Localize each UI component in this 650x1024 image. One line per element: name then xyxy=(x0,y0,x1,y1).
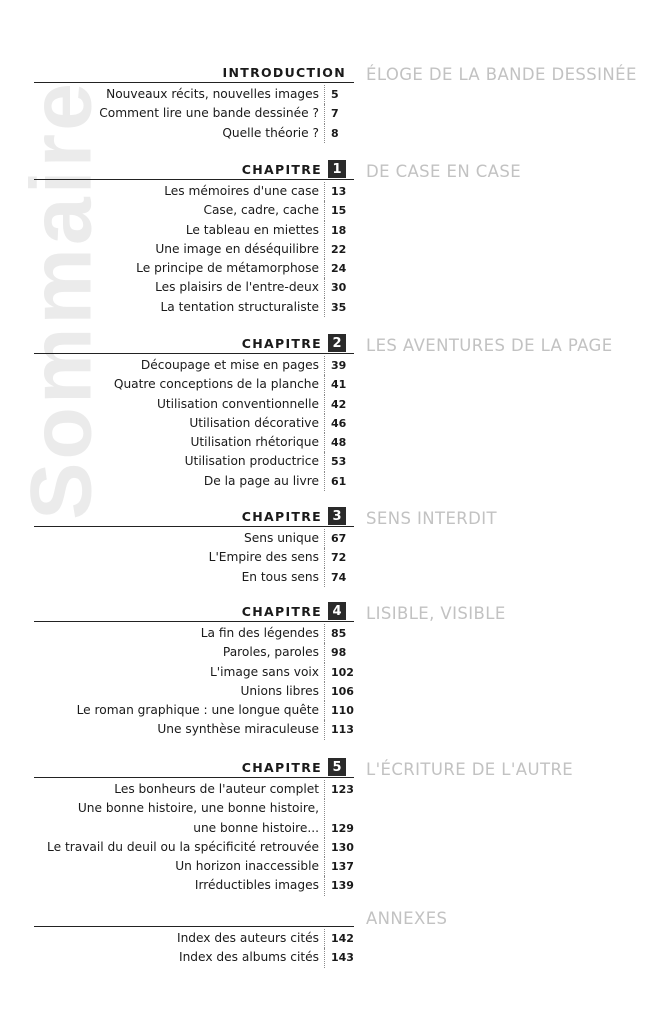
section-label-text: CHAPITRE xyxy=(241,508,322,524)
chapter-number-badge: 5 xyxy=(328,758,346,776)
entry-title-line: Le roman graphique : une longue quête xyxy=(76,703,319,718)
section-rule xyxy=(34,926,354,927)
entry-page-number: 22 xyxy=(324,240,346,259)
toc-entry[interactable] xyxy=(0,663,650,682)
entry-page-number: 61 xyxy=(324,472,346,491)
entry-title-line: Quelle théorie ? xyxy=(222,125,319,140)
entry-title-line: Le travail du deuil ou la spécificité retrouvée xyxy=(47,839,319,854)
entry-title-line: Utilisation rhétorique xyxy=(190,435,319,450)
toc-entry[interactable] xyxy=(0,201,650,220)
entry-page-number: 98 xyxy=(324,643,346,662)
entry-title xyxy=(0,701,324,720)
chapter-number-badge: 3 xyxy=(328,507,346,525)
toc-section xyxy=(0,757,650,896)
toc-entry[interactable] xyxy=(0,182,650,201)
section-title: ÉLOGE DE LA BANDE DESSINÉE xyxy=(366,64,637,84)
section-title: LISIBLE, VISIBLE xyxy=(366,603,506,623)
entry-title-line: Nouveaux récits, nouvelles images xyxy=(106,87,319,101)
entry-title-line: La fin des légendes xyxy=(200,626,319,640)
entry-title-line: Utilisation décorative xyxy=(189,415,319,430)
toc-entry[interactable] xyxy=(0,472,650,491)
entry-title xyxy=(0,948,324,967)
entry-title xyxy=(0,780,324,799)
section-title: SENS INTERDIT xyxy=(366,508,497,528)
entry-page-number: 18 xyxy=(324,221,346,240)
toc-entry[interactable] xyxy=(0,375,650,394)
entry-title xyxy=(0,201,324,220)
section-title: ANNEXES xyxy=(366,908,448,928)
entry-page-number: 15 xyxy=(324,201,346,220)
entry-title xyxy=(0,259,324,278)
toc-entry[interactable] xyxy=(0,720,650,739)
entry-title xyxy=(0,929,324,948)
section-label-text: CHAPITRE xyxy=(241,603,322,619)
section-header xyxy=(0,333,650,353)
entry-title-line: Le tableau en miettes xyxy=(185,222,319,237)
toc-entry[interactable] xyxy=(0,876,650,895)
entry-list xyxy=(0,182,650,317)
entry-title-line: Une bonne histoire, une bonne histoire, xyxy=(77,801,319,816)
section-label-text: CHAPITRE xyxy=(241,759,322,775)
toc-entry[interactable] xyxy=(0,548,650,567)
entry-title-line: Quatre conceptions de la planche xyxy=(113,377,319,392)
entry-title-line: Les mémoires d'une case xyxy=(164,184,319,198)
entry-title xyxy=(0,529,324,548)
entry-title xyxy=(0,720,324,739)
entry-title xyxy=(0,182,324,201)
toc-entry[interactable] xyxy=(0,104,650,123)
entry-page-number: 130 xyxy=(324,838,354,857)
entry-title-line: En tous sens xyxy=(241,569,319,584)
entry-page-number: 46 xyxy=(324,414,346,433)
entry-title-line: Utilisation productrice xyxy=(184,454,319,469)
entry-title xyxy=(0,356,324,375)
toc-section xyxy=(0,62,650,143)
entry-list xyxy=(0,780,650,896)
entry-page-number: 41 xyxy=(324,375,346,394)
section-label xyxy=(223,62,346,82)
entry-title-line: Paroles, paroles xyxy=(222,645,319,660)
section-rule xyxy=(34,82,354,83)
entry-page-number: 72 xyxy=(324,548,346,567)
toc-entry[interactable] xyxy=(0,298,650,317)
entry-page-number: 142 xyxy=(324,929,354,948)
toc-entry[interactable] xyxy=(0,452,650,471)
toc-entry[interactable] xyxy=(0,433,650,452)
entry-title xyxy=(0,624,324,643)
entry-title xyxy=(0,298,324,317)
entry-page-number: 5 xyxy=(324,85,339,104)
entry-title-line: L'Empire des sens xyxy=(208,550,319,565)
entry-title xyxy=(0,452,324,471)
entry-page-number: 74 xyxy=(324,568,346,587)
section-header xyxy=(0,62,650,82)
entry-page-number: 110 xyxy=(324,701,354,720)
section-rule xyxy=(34,777,354,778)
entry-title-line: Utilisation conventionnelle xyxy=(156,396,319,411)
section-label-text: CHAPITRE xyxy=(241,161,322,177)
entry-title xyxy=(0,85,324,104)
toc-entry[interactable] xyxy=(0,624,650,643)
entry-title-line: Un horizon inaccessible xyxy=(175,859,319,874)
entry-page-number: 7 xyxy=(324,104,339,123)
section-label xyxy=(242,757,346,777)
entry-list xyxy=(0,85,650,143)
entry-title-line: L'image sans voix xyxy=(209,664,319,679)
section-header xyxy=(0,757,650,777)
entry-page-number: 139 xyxy=(324,876,354,895)
entry-page-number: 53 xyxy=(324,452,346,471)
entry-page-number: 30 xyxy=(324,278,346,297)
toc-entry[interactable] xyxy=(0,799,650,838)
entry-title-line: Sens unique xyxy=(244,531,319,545)
entry-title-line: Les plaisirs de l'entre-deux xyxy=(155,280,319,295)
toc-entry[interactable] xyxy=(0,780,650,799)
entry-page-number: 42 xyxy=(324,395,346,414)
toc-entry[interactable] xyxy=(0,701,650,720)
entry-page-number: 8 xyxy=(324,124,339,143)
entry-page-number: 137 xyxy=(324,857,354,876)
toc-entry[interactable] xyxy=(0,643,650,662)
toc-entry[interactable] xyxy=(0,682,650,701)
entry-title xyxy=(0,663,324,682)
section-rule xyxy=(34,353,354,354)
section-header xyxy=(0,906,650,926)
toc-entry[interactable] xyxy=(0,124,650,143)
toc-section xyxy=(0,506,650,587)
entry-title xyxy=(0,375,324,394)
section-header xyxy=(0,601,650,621)
toc-section xyxy=(0,906,650,968)
entry-title-line: Une synthèse miraculeuse xyxy=(157,722,319,737)
section-label-text: INTRODUCTION xyxy=(222,64,346,80)
entry-title xyxy=(0,857,324,876)
entry-page-number: 113 xyxy=(324,720,354,739)
entry-title-line: La tentation structuraliste xyxy=(160,299,319,314)
chapter-number-badge: 2 xyxy=(328,334,346,352)
entry-title xyxy=(0,278,324,297)
entry-title xyxy=(0,240,324,259)
entry-page-number: 129 xyxy=(324,799,354,838)
entry-title xyxy=(0,221,324,240)
section-rule xyxy=(34,179,354,180)
toc-entry[interactable] xyxy=(0,221,650,240)
toc-entry[interactable] xyxy=(0,356,650,375)
section-header xyxy=(0,506,650,526)
entry-title xyxy=(0,548,324,567)
toc-entry[interactable] xyxy=(0,929,650,948)
entry-title xyxy=(0,395,324,414)
entry-title xyxy=(0,104,324,123)
entry-title xyxy=(0,433,324,452)
toc-entry[interactable] xyxy=(0,838,650,857)
entry-title xyxy=(0,472,324,491)
toc-entry[interactable] xyxy=(0,85,650,104)
toc-section xyxy=(0,601,650,740)
entry-page-number: 39 xyxy=(324,356,346,375)
entry-title-line: Découpage et mise en pages xyxy=(140,358,319,372)
chapter-number-badge: 1 xyxy=(328,160,346,178)
entry-page-number: 35 xyxy=(324,298,346,317)
entry-title-line: Les bonheurs de l'auteur complet xyxy=(114,782,319,796)
toc-entry[interactable] xyxy=(0,529,650,548)
section-title: LES AVENTURES DE LA PAGE xyxy=(366,335,613,355)
section-rule xyxy=(34,621,354,622)
entry-page-number: 102 xyxy=(324,663,354,682)
section-title: DE CASE EN CASE xyxy=(366,161,522,181)
entry-title xyxy=(0,838,324,857)
entry-title xyxy=(0,414,324,433)
entry-page-number: 143 xyxy=(324,948,354,967)
entry-title-line: Une image en déséquilibre xyxy=(155,241,319,256)
entry-page-number: 67 xyxy=(324,529,346,548)
entry-title xyxy=(0,876,324,895)
entry-page-number: 48 xyxy=(324,433,346,452)
entry-title xyxy=(0,124,324,143)
section-label xyxy=(242,333,346,353)
section-label xyxy=(242,601,346,621)
entry-title xyxy=(0,682,324,701)
toc-entry[interactable] xyxy=(0,948,650,967)
toc-section xyxy=(0,333,650,491)
entry-list xyxy=(0,624,650,740)
entry-title-line: Comment lire une bande dessinée ? xyxy=(99,106,319,121)
entry-list xyxy=(0,929,650,968)
section-label xyxy=(242,159,346,179)
section-header xyxy=(0,159,650,179)
section-label xyxy=(242,506,346,526)
entry-title-line: De la page au livre xyxy=(203,473,319,488)
entry-page-number: 13 xyxy=(324,182,346,201)
toc-entry[interactable] xyxy=(0,414,650,433)
entry-title-line: Unions libres xyxy=(240,683,319,698)
chapter-number-badge: 4 xyxy=(328,602,346,620)
toc-entry[interactable] xyxy=(0,278,650,297)
entry-title-line: Index des albums cités xyxy=(178,950,319,965)
toc-entry[interactable] xyxy=(0,568,650,587)
toc-entry[interactable] xyxy=(0,857,650,876)
entry-list xyxy=(0,529,650,587)
entry-page-number: 24 xyxy=(324,259,346,278)
section-label-text: CHAPITRE xyxy=(241,335,322,351)
toc-section xyxy=(0,159,650,317)
section-rule xyxy=(34,526,354,527)
entry-title-line: Irréductibles images xyxy=(194,878,319,893)
entry-title-line: une bonne histoire... xyxy=(193,820,319,835)
entry-title xyxy=(0,568,324,587)
entry-page-number: 85 xyxy=(324,624,346,643)
toc-entry[interactable] xyxy=(0,259,650,278)
entry-title xyxy=(0,799,324,838)
entry-title xyxy=(0,643,324,662)
entry-title-line: Index des auteurs cités xyxy=(176,931,319,945)
toc-entry[interactable] xyxy=(0,395,650,414)
entry-page-number: 106 xyxy=(324,682,354,701)
section-title: L'ÉCRITURE DE L'AUTRE xyxy=(366,759,574,779)
toc-entry[interactable] xyxy=(0,240,650,259)
entry-title-line: Le principe de métamorphose xyxy=(136,261,319,276)
entry-title-line: Case, cadre, cache xyxy=(203,203,319,218)
entry-page-number: 123 xyxy=(324,780,354,799)
page-title: Sommaire xyxy=(13,80,110,520)
entry-list xyxy=(0,356,650,491)
